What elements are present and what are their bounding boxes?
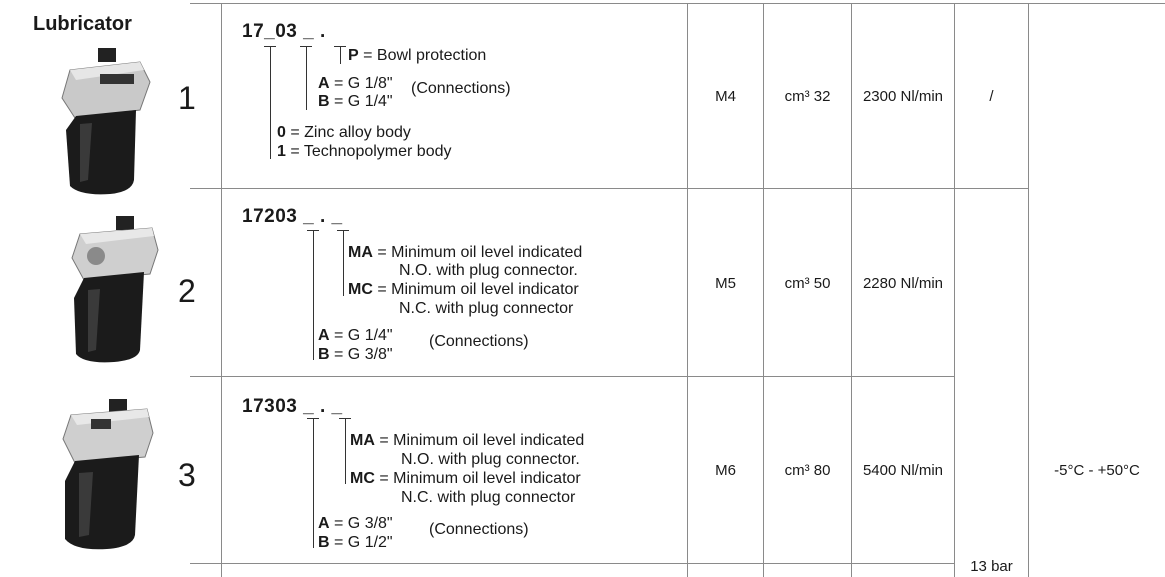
code-tick [334,46,346,47]
code-bracket [313,230,314,360]
code-tick [337,230,349,231]
row-divider-3 [190,563,955,564]
option-mc-detail: N.C. with plug connector [399,300,574,317]
col-divider-temperature [1028,3,1029,577]
flow-cell-2: 2280 Nl/min [862,275,944,292]
pressure-shared-cell: 13 bar [970,558,1013,575]
thread-cell-1: M4 [715,88,736,105]
option-mc: MC = Minimum oil level indicator [350,470,581,487]
option-p: P = Bowl protection [348,47,487,64]
connections-label: (Connections) [429,521,529,538]
row-divider-2 [190,376,955,377]
thread-cell-2: M5 [715,275,736,292]
thread-cell-3: M6 [715,462,736,479]
col-divider-code [221,3,222,577]
section-title: Lubricator [33,13,132,35]
table-top-border [190,3,1165,4]
code-tick [264,46,276,47]
capacity-cell-2: cm³ 50 [784,275,831,292]
connections-label: (Connections) [411,80,511,97]
code-bracket [313,418,314,548]
product-code-1: 17_03 _ . [242,21,326,42]
code-tick [307,418,319,419]
connection-a: A = G 1/8" [318,75,393,92]
option-ma: MA = Minimum oil level indicated [348,244,583,261]
capacity-cell-1: cm³ 32 [784,88,831,105]
row-divider-1 [190,188,1029,189]
lubricator-image-2 [40,210,160,370]
code-tick [300,46,312,47]
code-bracket [345,418,346,484]
capacity-cell-3: cm³ 80 [784,462,831,479]
lubricator-image-3 [35,395,155,555]
connection-a: A = G 1/4" [318,327,393,344]
body-option-0: 0 = Zinc alloy body [277,124,411,141]
option-mc: MC = Minimum oil level indicator [348,281,579,298]
lubricator-image-1 [40,40,160,200]
flow-cell-3: 5400 Nl/min [862,462,944,479]
connection-b: B = G 3/8" [318,346,393,363]
code-tick [339,418,351,419]
connection-b: B = G 1/4" [318,93,393,110]
connection-a: A = G 3/8" [318,515,393,532]
row-number-3: 3 [178,457,196,493]
row-number-2: 2 [178,273,196,309]
body-option-1: 1 = Technopolymer body [277,143,452,160]
flow-cell-1: 2300 Nl/min [862,88,944,105]
code-tick [307,230,319,231]
option-ma: MA = Minimum oil level indicated [350,432,585,449]
pressure-cell-1: / [989,88,994,105]
connection-b: B = G 1/2" [318,534,393,551]
product-code-2: 17203 _ . _ [242,206,343,227]
option-ma-detail: N.O. with plug connector. [399,262,578,279]
option-mc-detail: N.C. with plug connector [401,489,576,506]
connections-label: (Connections) [429,333,529,350]
row-number-1: 1 [178,80,196,116]
option-ma-detail: N.O. with plug connector. [401,451,580,468]
product-code-3: 17303 _ . _ [242,396,343,417]
code-bracket [343,230,344,296]
code-bracket [340,46,341,64]
code-bracket [306,46,307,110]
code-bracket [270,46,271,159]
temperature-cell: -5°C - +50°C [1054,462,1140,479]
